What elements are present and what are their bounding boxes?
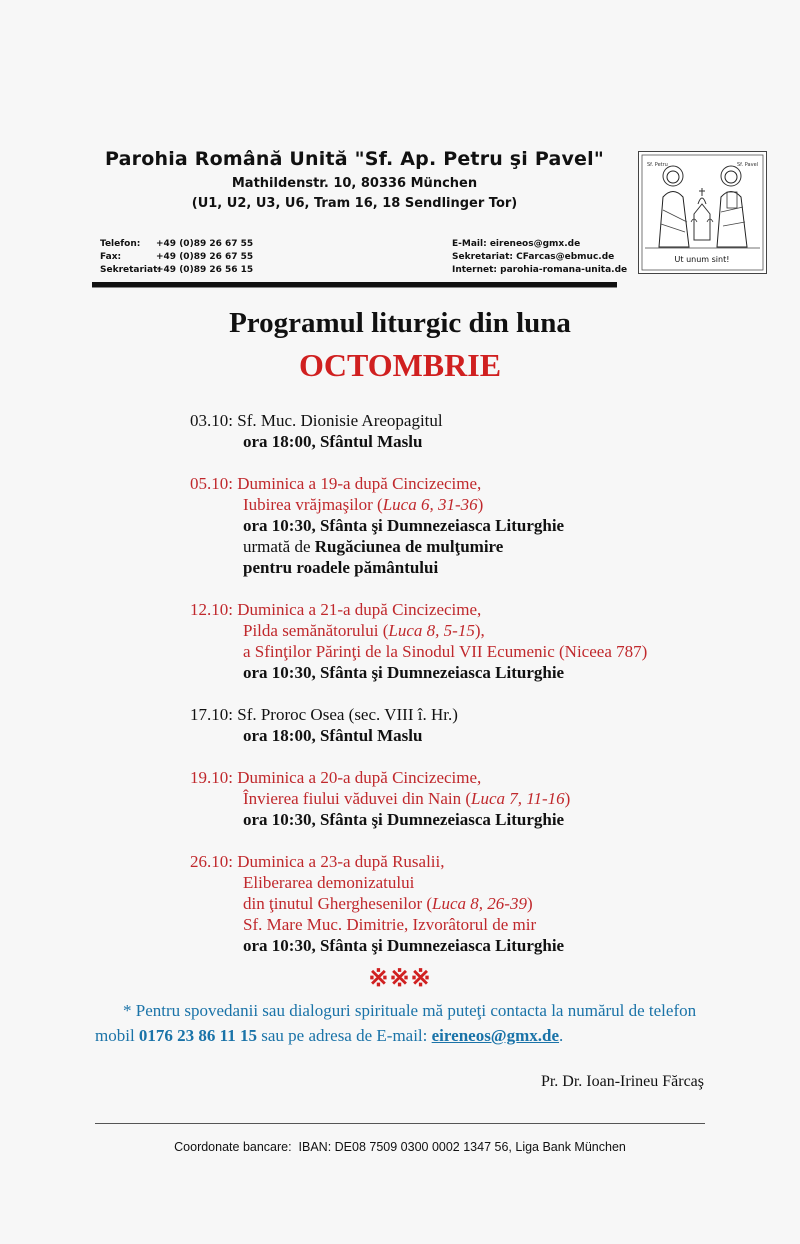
page-title: Programul liturgic din luna (229, 307, 571, 339)
entry-date: 12.10: (190, 600, 233, 619)
entry-service: ora 18:00, Sfântul Maslu (243, 432, 423, 451)
separator-ornament: ※※※ (368, 966, 432, 992)
contact-website[interactable]: Internet: parohia-romana-unita.de (452, 265, 628, 275)
entry-service: ora 10:30, Sfânta şi Dumnezeiasca Liturghie (243, 516, 565, 535)
entry-gospel: Pilda semănătorului (Luca 8, 5-15), (243, 621, 485, 640)
contact-phone: Telefon: +49 (0)89 26 67 55 (100, 239, 254, 249)
signature: Pr. Dr. Ioan-Irineu Fărcaş (540, 1073, 704, 1090)
transport-info: (U1, U2, U3, U6, Tram 16, 18 Sendlinger Tor) (191, 196, 518, 211)
email-link[interactable]: eireneos@gmx.de (431, 1026, 560, 1045)
entry-gospel: Iubirea vrăjmaşilor (Luca 6, 31-36) (243, 495, 484, 514)
entry-date: 26.10: (190, 852, 233, 871)
entry-title: Duminica a 23-a după Rusalii, (237, 852, 445, 871)
confession-note: * Pentru spovedanii sau dialoguri spirituale mă puteţi contacta la numărul de telefon mobil 0176 23 86 11 15 sau pe adresa de E-mail: eireneos@gmx.de. (95, 1001, 697, 1045)
saints-icon-image (638, 151, 767, 274)
contact-fax: Fax: +49 (0)89 26 67 55 (100, 252, 254, 262)
saints-peter-paul-icon (639, 152, 766, 273)
entry-title: Duminica a 19-a după Cincizecime, (237, 474, 482, 493)
schedule-entry (190, 767, 750, 830)
entry-date: 17.10: (190, 705, 233, 724)
entry-service: ora 10:30, Sfânta şi Dumnezeiasca Liturghie (243, 810, 565, 829)
contact-secretary-email[interactable]: Sekretariat: CFarcas@ebmuc.de (452, 252, 615, 262)
entry-date: 19.10: (190, 768, 233, 787)
entry-followup: urmată de Rugăciunea de mulţumire (243, 537, 504, 556)
mobile-phone-link[interactable]: 0176 23 86 11 15 (138, 1026, 257, 1045)
entry-service: ora 18:00, Sfântul Maslu (243, 726, 423, 745)
entry-date: 05.10: (190, 474, 233, 493)
entry-commemoration: Sf. Mare Muc. Dimitrie, Izvorâtorul de mir (243, 915, 537, 934)
contact-email[interactable]: E-Mail: eireneos@gmx.de (452, 239, 581, 249)
icon-inscription-left: Sf. Petru (647, 162, 668, 168)
icon-caption: Ut unum sint! (674, 255, 730, 264)
entry-title: Sf. Proroc Osea (sec. VIII î. Hr.) (237, 705, 458, 724)
schedule-entry (190, 599, 750, 683)
letterhead (92, 148, 628, 275)
schedule-entry (190, 851, 750, 956)
parish-name: Parohia Română Unită "Sf. Ap. Petru şi Pavel" (105, 148, 604, 170)
schedule-entry (190, 473, 750, 578)
contact-secretary-phone: Sekretariat:+49 (0)89 26 56 15 (100, 265, 254, 275)
schedule-entry (190, 704, 750, 746)
schedule-entry (190, 410, 750, 452)
footer-rule (95, 1123, 705, 1124)
entry-title: Duminica a 21-a după Cincizecime, (237, 600, 482, 619)
entry-gospel-title: Eliberarea demonizatului (243, 873, 415, 892)
entry-title: Duminica a 20-a după Cincizecime, (237, 768, 482, 787)
bank-details: Coordonate bancare: IBAN: DE08 7509 0300 0002 1347 56, Liga Bank München (174, 1140, 626, 1154)
entry-gospel: Învierea fiului văduvei din Nain (Luca 7, 11-16) (243, 789, 571, 808)
month-title: OCTOMBRIE (298, 347, 502, 383)
entry-followup-2: pentru roadele pământului (243, 558, 439, 577)
icon-inscription-right: Sf. Pavel (737, 162, 759, 168)
entry-date: 03.10: (190, 411, 233, 430)
entry-gospel: din ţinutul Gherghesenilor (Luca 8, 26-39) (243, 894, 533, 913)
entry-service: ora 10:30, Sfânta şi Dumnezeiasca Liturghie (243, 936, 565, 955)
liturgical-schedule (190, 410, 750, 977)
entry-service: ora 10:30, Sfânta şi Dumnezeiasca Liturghie (243, 663, 565, 682)
entry-commemoration: a Sfinţilor Părinţi de la Sinodul VII Ecumenic (Niceea 787) (243, 642, 648, 661)
entry-title: Sf. Muc. Dionisie Areopagitul (237, 411, 443, 430)
parish-address: Mathildenstr. 10, 80336 München (231, 176, 478, 191)
header-rule (92, 282, 617, 288)
